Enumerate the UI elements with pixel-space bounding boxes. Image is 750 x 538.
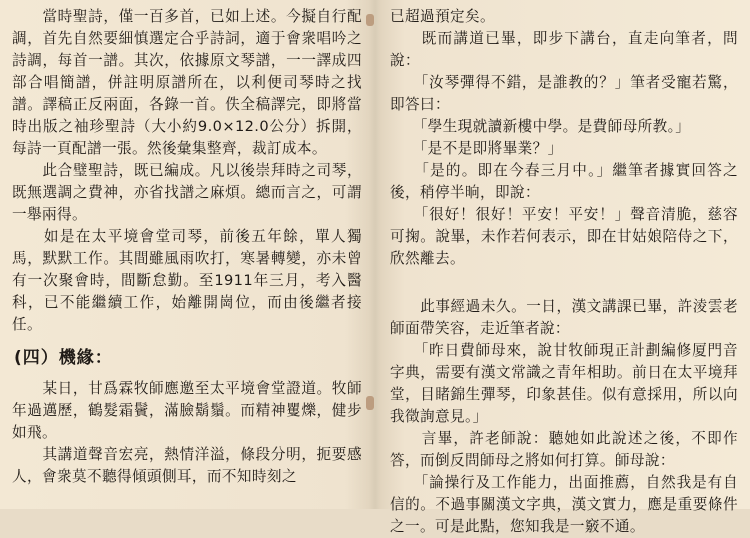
paragraph: 當時聖詩，僅一百多首，已如上述。今擬自行配調，首先自然要細慎選定合乎詩詞，適于會衆唱吟之詩調，每首一譜。其次，依據原文琴譜，一一譯成四部合唱簡譜，併註明原譜所在，以利便司琴時之找譜。譯稿正反兩面，各錄一首。佚全稿譯完，即將當時出版之袖珍聖詩（大小約9.0×12.0公分）拆開，每詩一頁配譜一張。然後彙集整齊，裁訂成本。 xyxy=(12,8,362,157)
left-page xyxy=(0,0,372,509)
paragraph: 其講道聲音宏亮，熱情洋溢，條段分明，扼要感人，會衆莫不聽得傾頭側耳，而不知時刻之 xyxy=(12,446,362,485)
dialogue-line: 「是的。即在今春三月中。」繼筆者據實回答之後，稍停半晌，即說： xyxy=(390,162,738,201)
dialogue-line: 「很好！很好！平安！平安！」聲音清脆，慈容可掬。說畢，未作若何表示，即在甘姑娘陪侍之下，欣然離去。 xyxy=(390,206,738,267)
paragraph: 此合璧聖詩，既已編成。凡以後崇拜時之司琴，既無選調之費神，亦省找譜之麻煩。總而言之，可謂一舉兩得。 xyxy=(12,162,362,223)
section-break-ornaments xyxy=(439,278,689,290)
ornament xyxy=(462,278,467,290)
paragraph: 此事經過未久。一日，漢文講課已畢，許淩雲老師面帶笑容，走近筆者說： xyxy=(390,298,738,337)
ornament xyxy=(662,278,667,290)
ornament xyxy=(612,278,617,290)
paragraph: 如是在太平境會堂司琴，前後五年餘，單人獨馬，默默工作。其間雖風雨吹打，寒暑轉變，亦未曾有一次聚會時，間斷怠勤。至1911年三月，考入醫科，已不能繼續工作，始離開崗位，而由後繼者接任。 xyxy=(12,228,362,333)
paragraph: 已超過預定矣。 xyxy=(390,8,495,25)
paragraph: 既而講道已畢，即步下講台，直走向筆者，問說： xyxy=(390,30,738,69)
section-heading: (四）機緣： xyxy=(14,348,113,368)
quote-paragraph: 「昨日費師母來，說甘牧師現正計劃編修厦門音字典，需要有漢文常識之青年相助。前日在太平境拜堂，目睹錦生彈琴，印象甚佳。似有意採用，所以向我徵詢意見。」 xyxy=(390,342,738,425)
quote-paragraph: 「論操行及工作能力，出面推薦，自然我是有自信的。不過事關漢文字典，漢文實力，應是重要條件之一。可是此點，您知我是一竅不通。 xyxy=(390,474,738,535)
paragraph: 言畢，許老師說：聽她如此說述之後，不即作答，而倒反問師母之將如何打算。師母說： xyxy=(390,430,738,469)
right-page xyxy=(378,0,750,535)
dialogue-line: 「學生現就讀新樓中學。是費師母所教。」 xyxy=(390,118,691,135)
dialogue-line: 「是不是即將畢業？」 xyxy=(390,140,563,157)
paragraph: 某日，甘爲霖牧師應邀至太平境會堂證道。牧師年過邁歷，鶴髮霜鬢，滿臉鬍鬚。而精神矍爍，健步如飛。 xyxy=(12,380,362,441)
dialogue-line: 「汝琴彈得不錯，是誰教的？」筆者受寵若驚，即答曰： xyxy=(390,74,738,113)
spacer xyxy=(12,336,362,344)
ornament xyxy=(562,278,567,290)
ornament xyxy=(512,278,517,290)
